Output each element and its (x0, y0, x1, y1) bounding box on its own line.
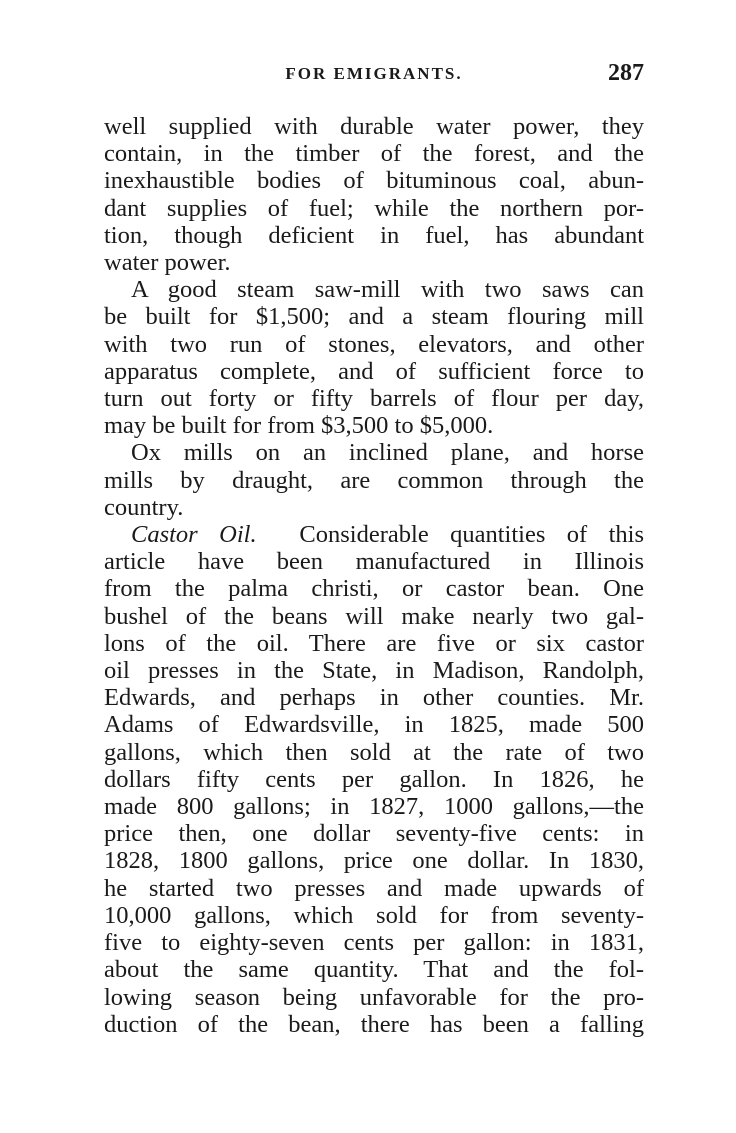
section-heading: Castor Oil. (131, 521, 257, 549)
text-line: from the palma christi, or castor bean. One (104, 575, 644, 603)
text-line: apparatus complete, and of sufficient force to (104, 357, 644, 385)
text-line: dant supplies of fuel; while the northern por- (104, 194, 644, 222)
text-line: may be built for from $3,500 to $5,000. (104, 412, 494, 440)
text-line: he started two presses and made upwards of (104, 874, 644, 902)
paragraph-steam-mill (104, 276, 644, 439)
paragraph-castor-oil (104, 521, 644, 1038)
text-line: Edwards, and perhaps in other counties. Mr. (104, 684, 644, 712)
text-line: article have been manufactured in Illinois (104, 548, 644, 576)
text-line: five to eighty-seven cents per gallon: in 1831, (104, 929, 644, 957)
text-line: duction of the bean, there has been a falling (104, 1010, 644, 1038)
text-line: lowing season being unfavorable for the pro- (104, 983, 644, 1011)
paragraph-water-power (104, 113, 644, 276)
text-line: Ox mills on an inclined plane, and horse (131, 439, 644, 467)
text-line: mills by draught, are common through the (104, 466, 644, 494)
text-line: made 800 gallons; in 1827, 1000 gallons,—the (104, 793, 644, 821)
text-line: tion, though deficient in fuel, has abundant (104, 221, 644, 249)
running-title: FOR EMIGRANTS. (285, 64, 463, 83)
text-line: 1828, 1800 gallons, price one dollar. In 1830, (104, 847, 644, 875)
text-line: water power. (104, 249, 231, 277)
text-line: be built for $1,500; and a steam flouring mill (104, 303, 644, 331)
text-fragment: Considerable quantities of this (299, 521, 645, 549)
text-line: well supplied with durable water power, they (104, 113, 644, 140)
text-line: lons of the oil. There are five or six castor (104, 629, 644, 657)
text-line: bushel of the beans will make nearly two gal- (104, 602, 644, 630)
text-line: Adams of Edwardsville, in 1825, made 500 (104, 711, 644, 739)
text-line: 10,000 gallons, which sold for from seventy- (104, 901, 644, 929)
paragraph-ox-mills (104, 439, 644, 521)
body-text (104, 113, 644, 1038)
text-line: A good steam saw-mill with two saws can (131, 276, 644, 304)
text-line: price then, one dollar seventy-five cents: in (104, 820, 644, 848)
text-line: contain, in the timber of the forest, and the (104, 140, 644, 168)
text-line: turn out forty or fifty barrels of flour per day, (104, 385, 644, 413)
text-line: inexhaustible bodies of bituminous coal, abun- (104, 167, 644, 195)
text-line: with two run of stones, elevators, and other (104, 330, 644, 358)
text-line (104, 521, 644, 548)
text-line: about the same quantity. That and the fol- (104, 956, 644, 984)
text-line: gallons, which then sold at the rate of two (104, 738, 644, 766)
text-line: oil presses in the State, in Madison, Randolph, (104, 657, 644, 685)
text-line: dollars fifty cents per gallon. In 1826, he (104, 765, 644, 793)
page-number: 287 (608, 60, 644, 86)
text-line: country. (104, 493, 184, 521)
running-head (104, 60, 644, 90)
